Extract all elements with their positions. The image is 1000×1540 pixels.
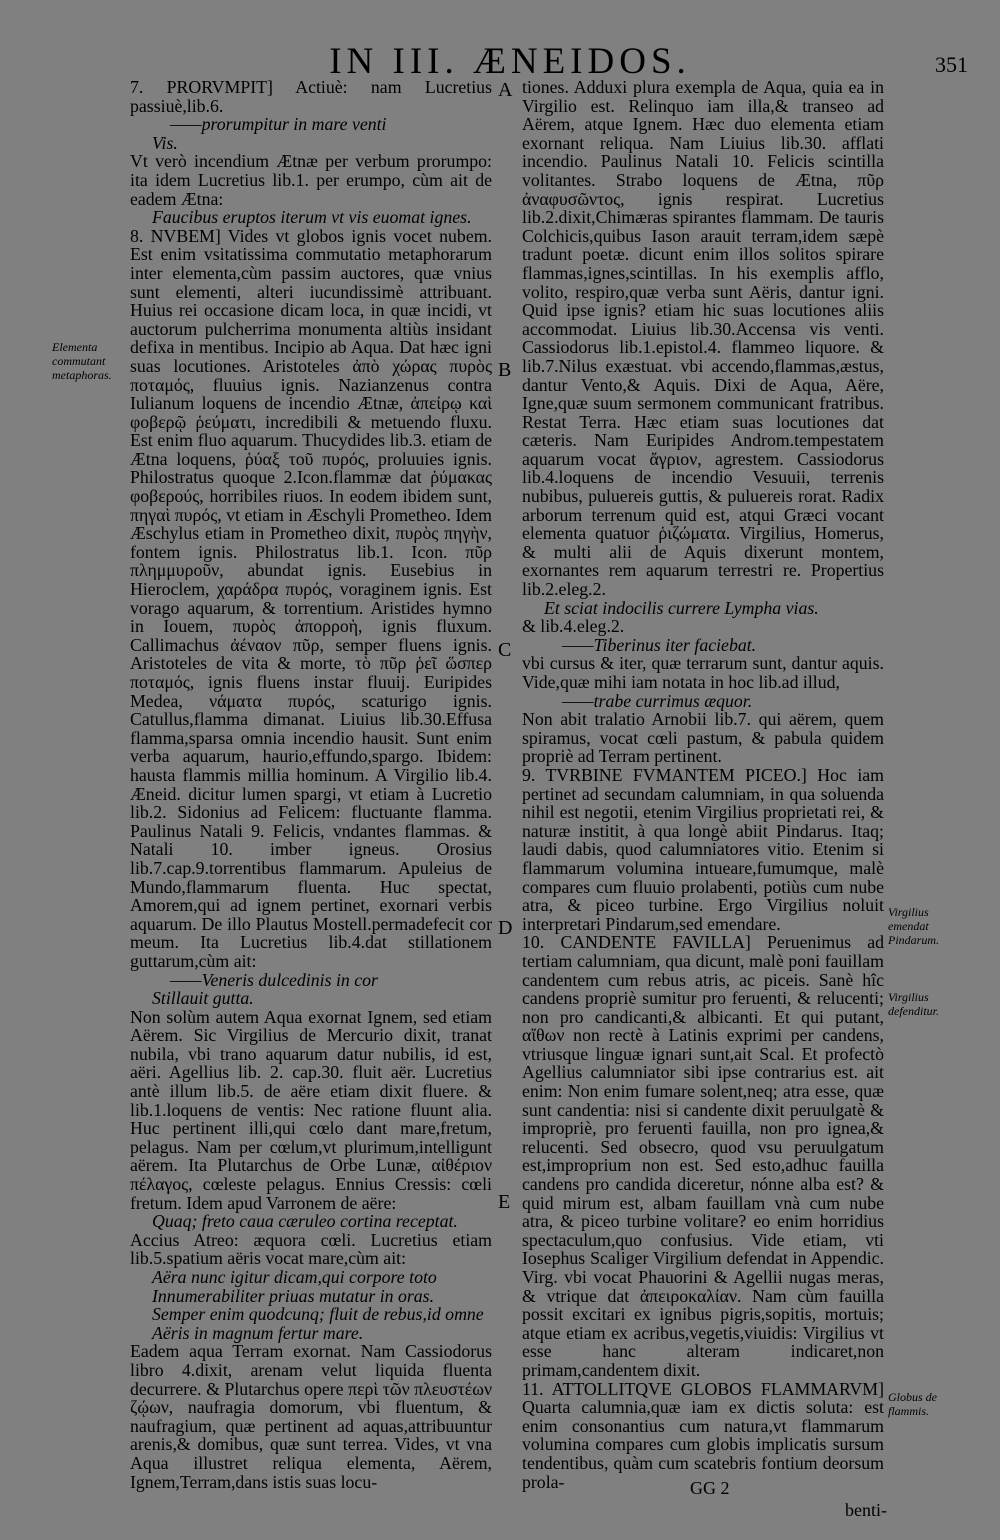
- right-column: [522, 78, 884, 1518]
- section-mark-c: C: [498, 639, 512, 661]
- right-paragraph: tiones. Adduxi plura exempla de Aqua, quia ea in Virgilio est. Relinquo iam illa,& transeo ad Aërem, atque Ignem. Hæc duo elementa etiam exornant reliqua. Nam Liuius lib.30. afflati incendio. Paulinus Natali 10. Felicis scintilla volitantes. Strabo loquens de Ætna, πῦρ ἀναφυσῶντος, ignis respirat. Lucretius lib.2.dixit,Chimæras spirantes flammam. De tauris Colchicis,quibus Iason arauit terram,idem sæpè tradunt poetæ. dicunt enim illos solitos spirare flammas,ignes,scintillas. In his exemplis afflo, volito, respiro,quæ verba sunt Aëris, dantur igni. Quid ipse ignis? etiam hic suas locutiones aliis accommodat. Liuius lib.30.Accensa vis venti. Cassiodorus lib.1.epistol.4. flammeo liquore. & lib.7.Nilus exæstuat. vbi accendo,flammas,æstus, dantur Vento,& Aquis. Dixi de Aqua, Aëre, Igne,quæ suum sermonem communicant fratribus. Restat Terra. Hæc etiam suas locutiones dat cæteris. Nam Euripides Androm.tempestatem aquarum vocat ἄγριον, agrestem. Cassiodorus lib.4.loquens de incendio Vesuuii, terrenis nubibus, puluereis guttis, & puluereis rorat. Radix arborum terrenum quid est, atqui Græci vocant elementa quatuor ῥιζώματα. Virgilius, Homerus, & multi alii de Aquis dixerunt montem, exornantes rem aquarum terrestri re. Propertius lib.2.eleg.2.: [522, 78, 884, 600]
- left-quotation: Vis.: [152, 132, 178, 153]
- left-paragraph: 7. PRORVMPIT] Actiuè: nam Lucretius passiuè,lib.6.: [130, 78, 492, 116]
- left-quotation: Faucibus eruptos iterum vt vis euomat ignes.: [152, 207, 472, 228]
- left-quotation: ——Veneris dulcedinis in cor: [170, 969, 378, 990]
- left-quotation: Innumerabiliter priuas mutatur in oras.: [152, 1285, 435, 1306]
- left-paragraph: Non solùm autem Aqua exornat Ignem, sed etiam Aërem. Sic Virgilius de Mercurio dixit, tranat nubila, vbi trano aquarum datur nubilis, id est, aëri. Agellius lib. 2. cap.30. fluit aër. Lucretius antè illum lib.5. de aëre etiam dixit fluere. & lib.1.loquens de ventis: Nec ratione fluunt alia. Huc pertinent illi,qui cœlo dant mare,fretum, pelagus. Nam per cœlum,vt plurimum,intelligunt aërem. Ita Plutarchus de Orbe Lunæ, αἰθέριον πέλαγος, cœleste pelagus. Ennius Cressis: cœli fretum. Idem apud Varronem de aëre:: [130, 1006, 492, 1213]
- right-quotation: ——Tiberinus iter faciebat.: [562, 634, 757, 655]
- left-quotation: Semper enim quodcunq; fluit de rebus,id omne: [152, 1304, 484, 1325]
- left-paragraph: Vt verò incendium Ætnæ per verbum prorumpo: ita idem Lucretius lib.1. per erumpo, cùm ait de eadem Ætna:: [130, 151, 492, 209]
- section-mark-e: E: [498, 1191, 511, 1213]
- left-quotation: Aëris in magnum fertur mare.: [152, 1322, 364, 1343]
- right-paragraph: 11. ATTOLLITQVE GLOBOS FLAMMARVM] Quarta calumnia,quæ iam ex dictis soluta: est enim consonantius cum natura,vt flammarum volumina compares cum globis implicatis sursum tendentibus, quàm cum scatebris fontium deorsum prola-: [522, 1378, 884, 1492]
- section-mark-d: D: [498, 917, 513, 939]
- left-paragraph: Eadem aqua Terram exornat. Nam Cassiodorus libro 4.dixit, arenam velut liquida fluenta decurrere. & Plutarchus opere περὶ τῶν πλευστέων ζῴων, naufragia domorum, vbi fluentum, & naufragium, quæ pertinent ad aquas,attribuuntur arenis,& domibus, quæ sunt terrea. Vides, vt vna Aqua illustret reliqua elementa, Aërem, Ignem,Terram,dans istis suas locu-: [130, 1341, 492, 1492]
- margin-note-elementa: Elementa commutant metaphoras.: [52, 340, 112, 382]
- right-quotation: Et sciat indocilis currere Lympha vias.: [544, 597, 819, 618]
- section-mark-a: A: [498, 79, 513, 101]
- margin-note-pindarus: Virgilius emendat Pindarum.: [888, 905, 939, 947]
- right-paragraph: & lib.4.eleg.2.: [522, 616, 625, 637]
- left-quotation: Quaq; freto caua cæruleo cortina receptat.: [152, 1211, 458, 1232]
- right-paragraph: 10. CANDENTE FAVILLA] Peruenimus ad tertiam calumniam, qua dicunt, malè poni fauillam candentem cum rebus atris, ac piceis. Sanè hîc candens propriè sumitur pro feruenti, & relucenti; non pro candicanti,& albicanti. Et qui putant, αἴθων non rectè à Latinis exprimi per candens, vtriusque linguæ ignari sunt,ait Scal. Et profectò Agellius calumniator sibi ipse contrarius est. ait enim: Non enim fumare solent,neq; atra esse, quæ sunt candentia: nisi si candente dixit peruulgatè & impropriè, pro feruenti fauilla, non pro ignea,& relucenti. Sed obsecro, quod vsu peruulgatum est,improprium non est. Sed esto,adhuc fauilla candens pro candida diceretur, nónne alba est? & quid mirum est, albam fauillam vnà cum nube atra, & piceo turbine volitare? eo enim horridius spectaculum,quo confusius. Vide etiam, vti Iosephus Scaliger Virgilium defendat in Appendic. Virg. vbi vocat Phauorini & Agellii nugas meras, & vtrique dat ἀπειροκαλίαν. Nam cùm fauilla possit excitari ex ignibus pigris,sopitis, mortuis; atque etiam ex acribus,vegetis,viuidis: Virgilius vt esse hanc alteram indicaret,non primam,candentem dixit.: [522, 932, 884, 1380]
- right-paragraph: 9. TVRBINE FVMANTEM PICEO.] Hoc iam pertinet ad secundam calumniam, in qua soluenda nihil est negotii, etenim Virgilius proprietati rei, & naturæ institit, à qua longè abiit Pindarus. Itaq; laudi dabis, quod calumniatores vitio. Etenim si flammarum volumina intueare,fumumque, malè compares cum fluuio prolabenti, potiùs cum nube atra, & piceo turbine. Ergo Virgilius noluit interpretari Pindarum,sed emendare.: [522, 764, 884, 934]
- left-column: [130, 78, 492, 1518]
- right-paragraph: Non abit tralatio Arnobii lib.7. qui aërem, quem spiramus, vocat cœli pastum, & pabula quidem propriè ad Terram pertinent.: [522, 709, 884, 767]
- catchword: benti-: [845, 1500, 887, 1520]
- margin-note-defensor: Virgilius defenditur.: [888, 990, 939, 1018]
- page-number: 351: [935, 52, 968, 77]
- left-quotation: ——prorumpitur in mare venti: [170, 114, 387, 135]
- left-paragraph: Accius Atreo: æquora cœli. Lucretius etiam lib.5.spatium aëris vocat mare,cùm ait:: [130, 1229, 492, 1269]
- running-title: IN III. ÆNEIDOS.: [329, 41, 691, 82]
- left-paragraph: 8. NVBEM] Vides vt globos ignis vocet nubem. Est enim vsitatissima commutatio metaphorarum inter elementa,cùm passim auctores, quæ vnius sunt elementi, alteri iucundissimè attribuant. Huius rei occasione dicam loca, in quæ incidi, vt auctorum pulcherrima monumenta altiùs insidant defixa in mentibus. Incipio ab Aqua. Dat hæc igni suas locutiones. Aristoteles ἀπὸ χώρας πυρὸς ποταμός, fluuius ignis. Nazianzenus contra Iulianum loquens de incendio Ætnæ, ἀπείρῳ καὶ φοβερῷ ῥεύματι, incredibili & metuendo fluxu. Est enim fluo aquarum. Thucydides lib.3. etiam de Ætna loquens, ῥύαξ τοῦ πυρός, proluuies ignis. Philostratus quoque 2.Icon.flammæ dat ῥύμακας φοβερούς, horribiles riuos. In eodem ibidem sunt, πηγαὶ πυρός, vt etiam in Æschyli Prometheo. Idem Æschylus etiam in Prometheo dixit, πυρὸς πηγὴν, fontem ignis. Philostratus lib.1. Icon. πῦρ πλημμυροῦν, abundat ignis. Eusebius in Hieroclem, χαράδρα πυρός, voraginem ignis. Est vorago aquarum, & torrentium. Aristides hymno in Iouem, πυρὸς ἀπορροὴ, ignis fluxum. Callimachus ἀέναον πῦρ, semper fluens ignis. Aristoteles de vita & morte, τὸ πῦρ ῥεῖ ὥσπερ ποταμός, ignis fluens instar fluuij. Euripides Medea, νάματα πυρός, scaturigo ignis. Catullus,flamma dimanat. Liuius lib.30.Effusa flamma,sparsa omnia incendio hausit. Sunt enim verba aquarum, haurio,effundo,spargo. Ibidem: hausta flammis millia hominum. A Virgilio lib.4. Æneid. dicitur lumen spargi, vt etiam à Lucretio lib.2. Sidonius ad Felicem: fluctuante flamma. Paulinus Natali 9. Felicis, vndantes flammas. & Natali 10. imber igneus. Orosius lib.7.cap.9.torrentibus flammarum. Apuleius de Mundo,flammarum fluenta. Huc spectat, Amorem,qui ad ignem pertinet, exornari verbis aquarum. De illo Plautus Mostell.permadefecit cor meum. Ita Lucretius lib.4.dat stillationem guttarum,cùm ait:: [130, 225, 492, 971]
- left-quotation: Aëra nunc igitur dicam,qui corpore toto: [152, 1267, 437, 1287]
- right-quotation: ——trabe currimus æquor.: [562, 690, 753, 711]
- left-quotation: Stillauit gutta.: [152, 988, 254, 1009]
- margin-note-globus: Globus de flammis.: [888, 1390, 937, 1418]
- right-paragraph: vbi cursus & iter, quæ terrarum sunt, dantur aquis. Vide,quæ mihi iam notata in hoc lib.ad illud,: [522, 653, 884, 692]
- signature-mark: GG 2: [690, 1478, 730, 1498]
- section-mark-b: B: [498, 359, 512, 381]
- page-header: [0, 42, 1000, 82]
